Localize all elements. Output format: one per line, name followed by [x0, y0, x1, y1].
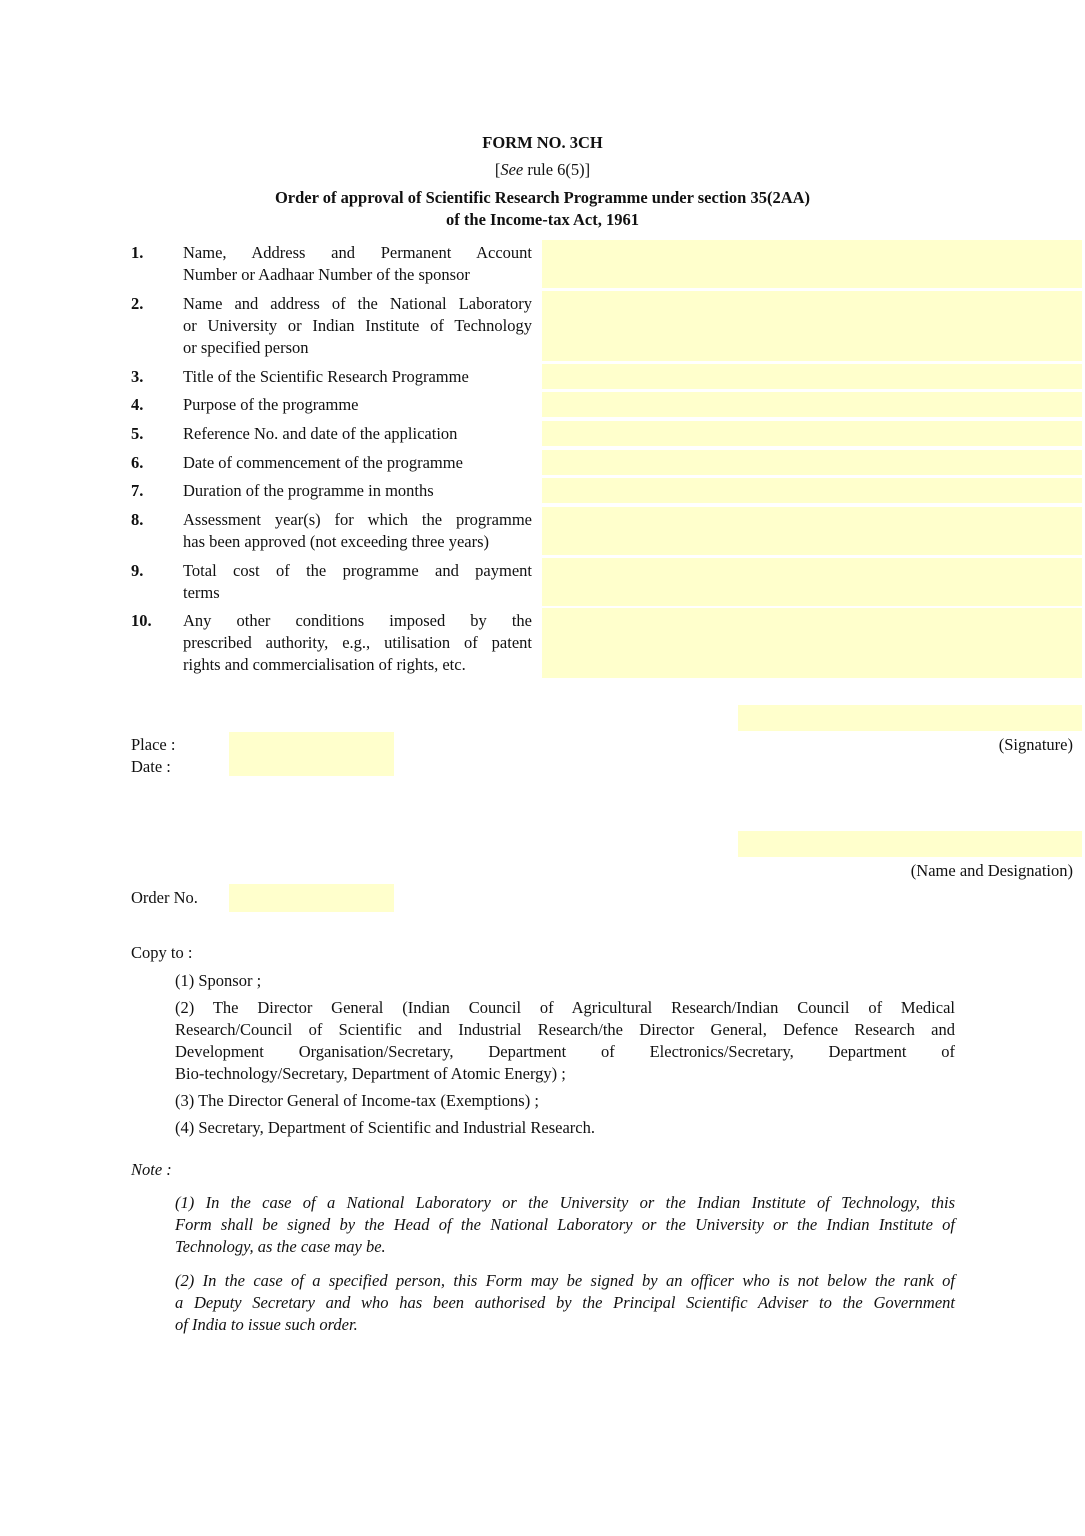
item-8-label-line-2: has been approved (not exceeding three years)	[183, 532, 490, 551]
name-designation-field[interactable]	[738, 831, 1082, 857]
note-entry-1	[175, 1192, 955, 1258]
place-date-field[interactable]	[229, 732, 394, 776]
copy-to-entry-2-line-4: Bio-technology/Secretary, Department of Atomic Energy) ;	[175, 1064, 566, 1083]
note-entry-1-line-3: Technology, as the case may be.	[175, 1237, 386, 1256]
item-4-label	[183, 394, 532, 416]
item-3-label	[183, 366, 532, 388]
item-2-label-line-2: or University or Indian Institute of Technology	[183, 316, 532, 335]
item-10-label-line-3: rights and commercialisation of rights, etc.	[183, 655, 466, 674]
rule-reference	[0, 160, 1085, 180]
item-3-field[interactable]	[542, 364, 1082, 389]
order-no-field[interactable]	[229, 884, 394, 912]
item-6-field[interactable]	[542, 450, 1082, 475]
item-5-number: 5.	[131, 424, 144, 443]
item-2-label-line-3: or specified person	[183, 338, 309, 357]
item-2-label	[183, 293, 532, 359]
item-6-label	[183, 452, 532, 474]
item-8-field[interactable]	[542, 507, 1082, 555]
rule-see: See	[500, 160, 524, 179]
item-10-label	[183, 610, 532, 676]
note-entry-2-line-2: a Deputy Secretary and who has been authorised by the Principal Scientific Adviser to the Government	[175, 1293, 955, 1312]
item-9-label-line-2: terms	[183, 583, 220, 602]
order-no-label: Order No.	[131, 888, 198, 907]
item-5-field[interactable]	[542, 421, 1082, 446]
item-4-number: 4.	[131, 395, 144, 414]
copy-to-entry-2-line-1: (2) The Director General (Indian Council of Agricultural Research/Indian Council of Medical	[175, 998, 955, 1017]
item-1-label-line-1: Name, Address and Permanent Account	[183, 243, 532, 262]
copy-to-entry-1	[175, 970, 955, 992]
copy-to-entry-3	[175, 1090, 955, 1112]
note-entry-2-line-3: of India to issue such order.	[175, 1315, 358, 1334]
copy-to-entry-2	[175, 997, 955, 1085]
item-7-label-line-1: Duration of the programme in months	[183, 481, 434, 500]
copy-to-entry-4	[175, 1117, 955, 1139]
place-label: Place :	[131, 735, 176, 754]
item-10-label-line-2: prescribed authority, e.g., utilisation of patent	[183, 633, 532, 652]
item-8-number: 8.	[131, 510, 144, 529]
form-title-line-1: Order of approval of Scientific Research Programme under section 35(2AA)	[274, 188, 811, 207]
form-title-line-2: of the Income-tax Act, 1961	[446, 210, 639, 229]
item-3-label-line-1: Title of the Scientific Research Programme	[183, 367, 469, 386]
note-entry-1-line-2: Form shall be signed by the Head of the National Laboratory or the University or the Indian Institute of	[175, 1215, 955, 1234]
item-6-number: 6.	[131, 453, 144, 472]
item-5-label	[183, 423, 532, 445]
copy-to-entry-2-line-2: Research/Council of Scientific and Industrial Research/the Director General, Defence Research and	[175, 1020, 955, 1039]
form-number: FORM NO. 3CH	[482, 133, 603, 152]
copy-to-entry-1-line-1: (1) Sponsor ;	[175, 971, 262, 990]
signature-label: (Signature)	[998, 735, 1073, 754]
item-9-label-line-1: Total cost of the programme and payment	[183, 561, 532, 580]
rule-open: [	[494, 160, 501, 179]
item-1-label-line-2: Number or Aadhaar Number of the sponsor	[183, 265, 470, 284]
signature-field[interactable]	[738, 705, 1082, 731]
copy-to-entry-3-line-1: (3) The Director General of Income-tax (Exemptions) ;	[175, 1091, 539, 1110]
item-1-field[interactable]	[542, 240, 1082, 288]
item-3-number: 3.	[131, 367, 144, 386]
copy-to-entry-4-line-1: (4) Secretary, Department of Scientific and Industrial Research.	[175, 1118, 595, 1137]
item-9-field[interactable]	[542, 558, 1082, 606]
item-8-label-line-1: Assessment year(s) for which the programme	[183, 510, 532, 529]
item-7-number: 7.	[131, 481, 144, 500]
item-6-label-line-1: Date of commencement of the programme	[183, 453, 463, 472]
item-10-label-line-1: Any other conditions imposed by the	[183, 611, 532, 630]
item-9-label	[183, 560, 532, 604]
item-8-label	[183, 509, 532, 553]
item-10-field[interactable]	[542, 608, 1082, 678]
date-label: Date :	[131, 757, 171, 776]
item-2-label-line-1: Name and address of the National Laboratory	[183, 294, 532, 313]
item-1-number: 1.	[131, 243, 144, 262]
note-heading: Note :	[131, 1160, 172, 1179]
item-1-label	[183, 242, 532, 286]
note-entry-2	[175, 1270, 955, 1336]
copy-to-heading: Copy to :	[131, 943, 193, 962]
note-entry-2-line-1: (2) In the case of a specified person, this Form may be signed by an officer who is not below the rank of	[175, 1271, 955, 1290]
item-7-field[interactable]	[542, 478, 1082, 503]
item-2-field[interactable]	[542, 291, 1082, 361]
note-entry-1-line-1: (1) In the case of a National Laboratory or the University or the Indian Institute of Technology, this	[175, 1193, 955, 1212]
item-9-number: 9.	[131, 561, 144, 580]
item-2-number: 2.	[131, 294, 144, 313]
item-4-label-line-1: Purpose of the programme	[183, 395, 359, 414]
name-designation-label: (Name and Designation)	[910, 861, 1073, 880]
rule-rest: rule 6(5)]	[523, 160, 591, 179]
item-10-number: 10.	[131, 611, 152, 630]
item-5-label-line-1: Reference No. and date of the application	[183, 424, 458, 443]
copy-to-entry-2-line-3: Development Organisation/Secretary, Department of Electronics/Secretary, Department of	[175, 1042, 955, 1061]
item-7-label	[183, 480, 532, 502]
item-4-field[interactable]	[542, 392, 1082, 417]
